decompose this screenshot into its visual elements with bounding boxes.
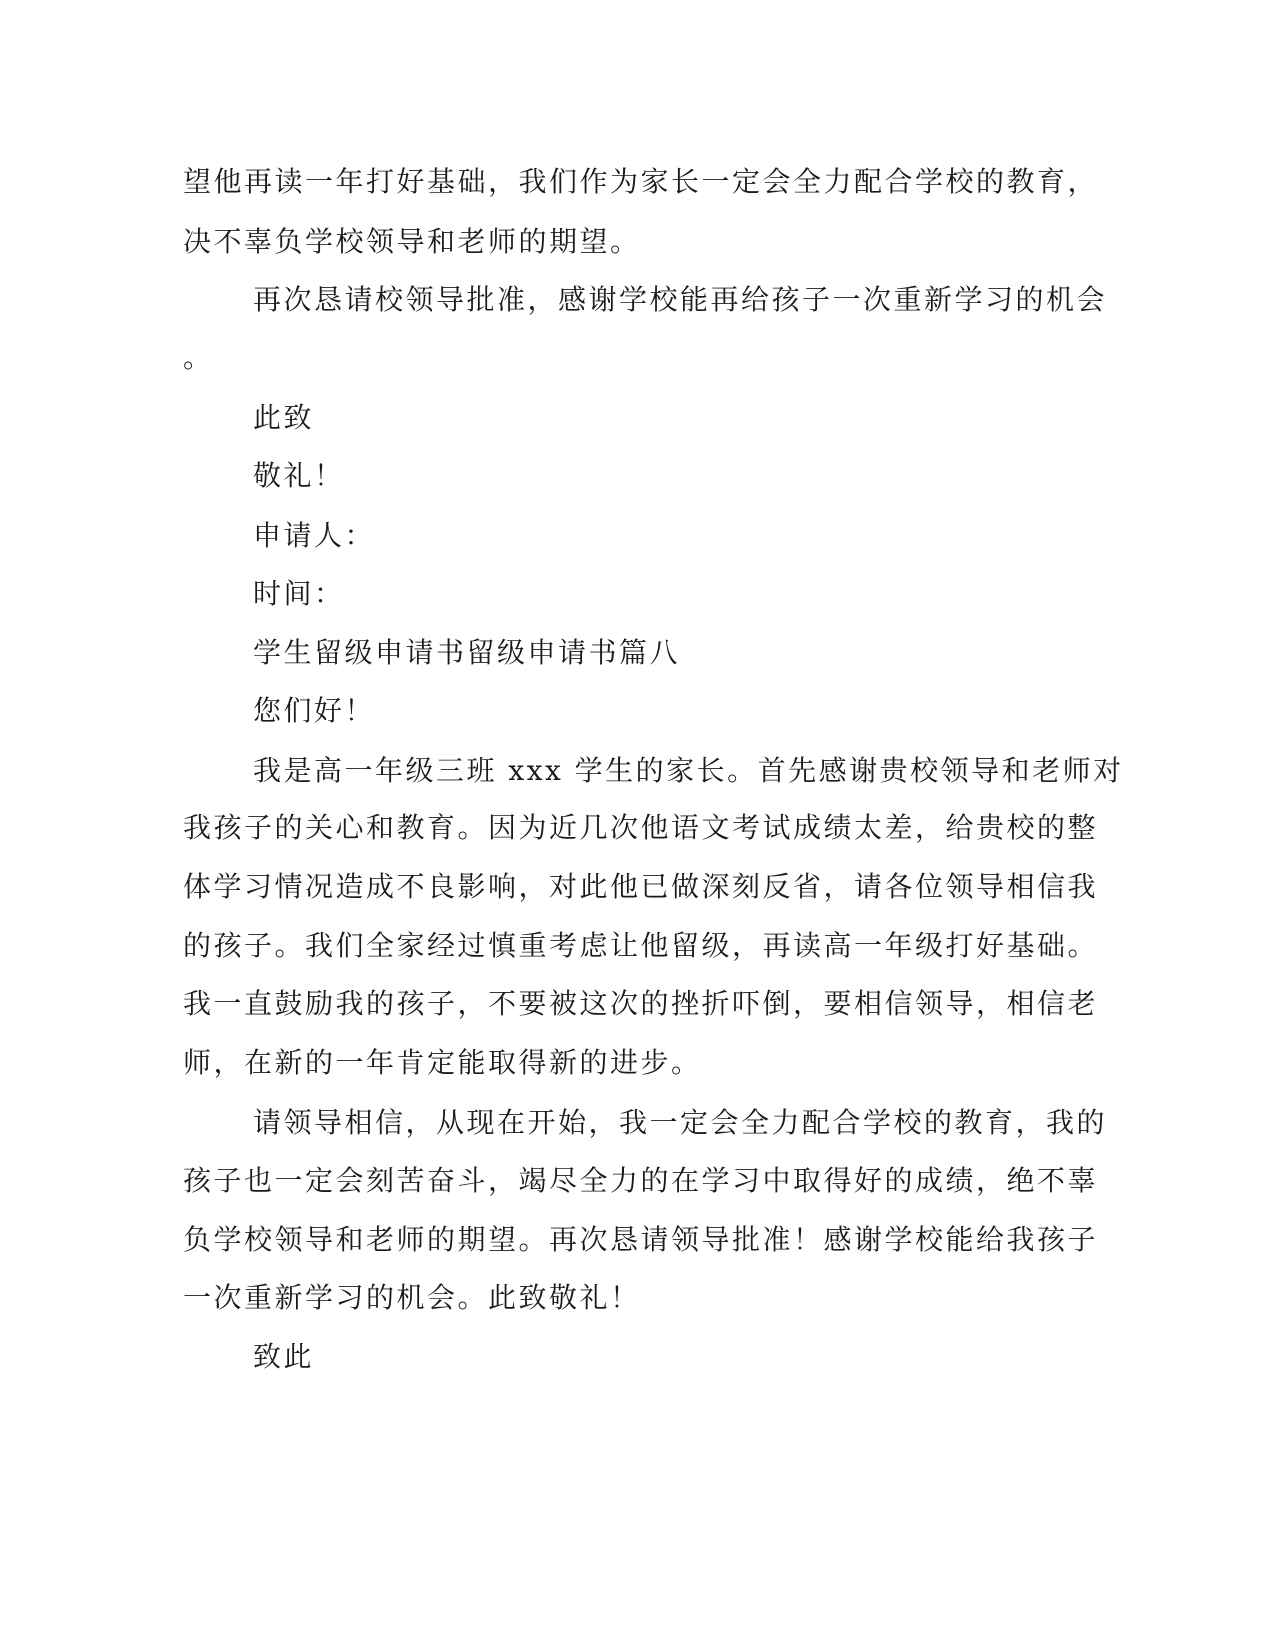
text-line: 我是高一年级三班 xxx 学生的家长。首先感谢贵校领导和老师对 (253, 754, 1124, 787)
text-line: 再次恳请校领导批准，感谢学校能再给孩子一次重新学习的机会 (253, 283, 1108, 316)
text-line: 我一直鼓励我的孩子，不要被这次的挫折吓倒，要相信领导，相信老 (183, 987, 1099, 1020)
date-label: 时间： (253, 577, 345, 610)
section-title: 学生留级申请书留级申请书篇八 (253, 636, 681, 669)
text-line: 的孩子。我们全家经过慎重考虑让他留级，再读高一年级打好基础。 (183, 929, 1099, 962)
text-line: 师，在新的一年肯定能取得新的进步。 (183, 1046, 702, 1079)
text-line: 一次重新学习的机会。此致敬礼！ (183, 1281, 641, 1314)
text-line: 请领导相信，从现在开始，我一定会全力配合学校的教育，我的 (253, 1106, 1108, 1139)
greeting: 您们好！ (253, 694, 376, 727)
salutation-respect: 敬礼！ (253, 459, 345, 492)
salutation-closing: 此致 (253, 401, 315, 434)
text-line: 决不辜负学校领导和老师的期望。 (183, 225, 641, 258)
text-line: 我孩子的关心和教育。因为近几次他语文考试成绩太差，给贵校的整 (183, 811, 1099, 844)
text-line: 望他再读一年打好基础，我们作为家长一定会全力配合学校的教育， (183, 165, 1099, 198)
text-line: 负学校领导和老师的期望。再次恳请领导批准！感谢学校能给我孩子 (183, 1223, 1099, 1256)
applicant-label: 申请人： (253, 519, 376, 552)
text-line: 孩子也一定会刻苦奋斗，竭尽全力的在学习中取得好的成绩，绝不辜 (183, 1164, 1099, 1197)
text-line: 。 (183, 341, 214, 374)
closing-line: 致此 (253, 1340, 315, 1373)
text-line: 体学习情况造成不良影响，对此他已做深刻反省，请各位领导相信我 (183, 870, 1099, 903)
